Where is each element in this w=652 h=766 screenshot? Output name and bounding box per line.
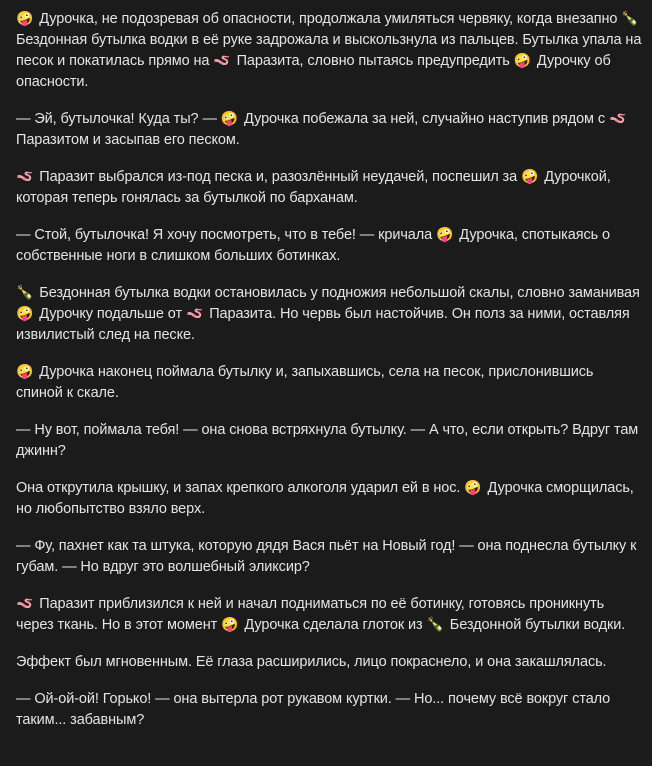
paragraph-text: Дурочка сделала глоток из [240,617,427,633]
paragraph-text: Паразитом и засыпав его песком. [16,132,240,148]
story-paragraph [16,167,642,209]
crazy-face-icon: 🤪 [220,111,239,127]
paragraph-text: Дурочку подальше от [35,306,186,322]
paragraph-text: Дурочка, не подозревая об опасности, продолжала умиляться червяку, когда внезапно [35,11,622,27]
worm-icon: 🪱 [608,111,627,127]
worm-icon: 🪱 [185,306,204,322]
paragraph-text: — Фу, пахнет как та штука, которую дядя Вася пьёт на Новый год! — она поднесла бутылку к губам. — Но вдруг это волшебный эликсир? [16,538,637,575]
story-text [16,9,642,747]
story-paragraph [16,689,642,731]
paragraph-text: Паразита. Но червь был настойчив. Он полз за ними, оставляя извилистый след на песке. [16,306,630,343]
story-paragraph [16,9,642,93]
paragraph-text: Бездонная бутылка водки остановилась у подножия небольшой скалы, словно заманивая [35,285,640,301]
worm-icon: 🪱 [213,53,231,69]
paragraph-text: — Эй, бутылочка! Куда ты? — [16,111,221,127]
paragraph-text: Дурочку об опасности. [16,53,611,90]
story-paragraph [16,420,642,462]
story-paragraph [16,536,642,578]
paragraph-text: Дурочка наконец поймала бутылку и, запыхавшись, села на песок, прислонившись спиной к скале. [16,364,594,401]
bottle-icon: 🍾 [16,285,34,301]
paragraph-text: Дурочка побежала за ней, случайно наступив рядом с [240,111,609,127]
paragraph-text: Паразит выбрался из-под песка и, разозлённый неудачей, поспешил за [35,169,521,185]
story-paragraph [16,362,642,404]
crazy-face-icon: 🤪 [16,11,34,27]
worm-icon: 🪱 [16,169,34,185]
paragraph-text: Бездонная бутылка водки в её руке задрожала и выскользнула из пальцев. Бутылка упала на песок и покатилась прямо на [16,32,642,69]
paragraph-text: Паразита, словно пытаясь предупредить [232,53,514,69]
story-paragraph [16,652,642,673]
paragraph-text: — Стой, бутылочка! Я хочу посмотреть, что в тебе! — кричала [16,227,437,243]
story-paragraph [16,225,642,267]
story-paragraph [16,283,642,346]
crazy-face-icon: 🤪 [16,364,34,380]
paragraph-text: — Ой-ой-ой! Горько! — она вытерла рот рукавом куртки. — Но... почему всё вокруг стало таким... забавным? [16,691,611,728]
crazy-face-icon: 🤪 [513,53,531,69]
crazy-face-icon: 🤪 [520,169,539,185]
paragraph-text: Эффект был мгновенным. Её глаза расширились, лицо покраснело, и она закашлялась. [16,654,607,670]
bottle-icon: 🍾 [426,617,444,633]
story-paragraph [16,594,642,636]
crazy-face-icon: 🤪 [221,617,239,633]
worm-icon: 🪱 [16,596,34,612]
crazy-face-icon: 🤪 [16,306,34,322]
paragraph-text: Паразит приблизился к ней и начал подниматься по её ботинку, готовясь проникнуть через ткань. Но в этот момент [16,596,605,633]
story-paragraph [16,478,642,520]
paragraph-text: — Ну вот, поймала тебя! — она снова встряхнула бутылку. — А что, если открыть? Вдруг там джинн? [16,422,639,459]
story-paragraph [16,109,642,151]
bottle-icon: 🍾 [621,11,639,27]
paragraph-text: Она открутила крышку, и запах крепкого алкоголя ударил ей в нос. [16,480,465,496]
crazy-face-icon: 🤪 [436,227,454,243]
paragraph-text: Дурочка сморщилась, но любопытство взяло верх. [16,480,634,517]
paragraph-text: Бездонной бутылки водки. [445,617,626,633]
paragraph-text: Дурочка, спотыкаясь о собственные ноги в слишком больших ботинках. [16,227,610,264]
crazy-face-icon: 🤪 [464,480,482,496]
paragraph-text: Дурочкой, которая теперь гонялась за бутылкой по барханам. [16,169,611,206]
